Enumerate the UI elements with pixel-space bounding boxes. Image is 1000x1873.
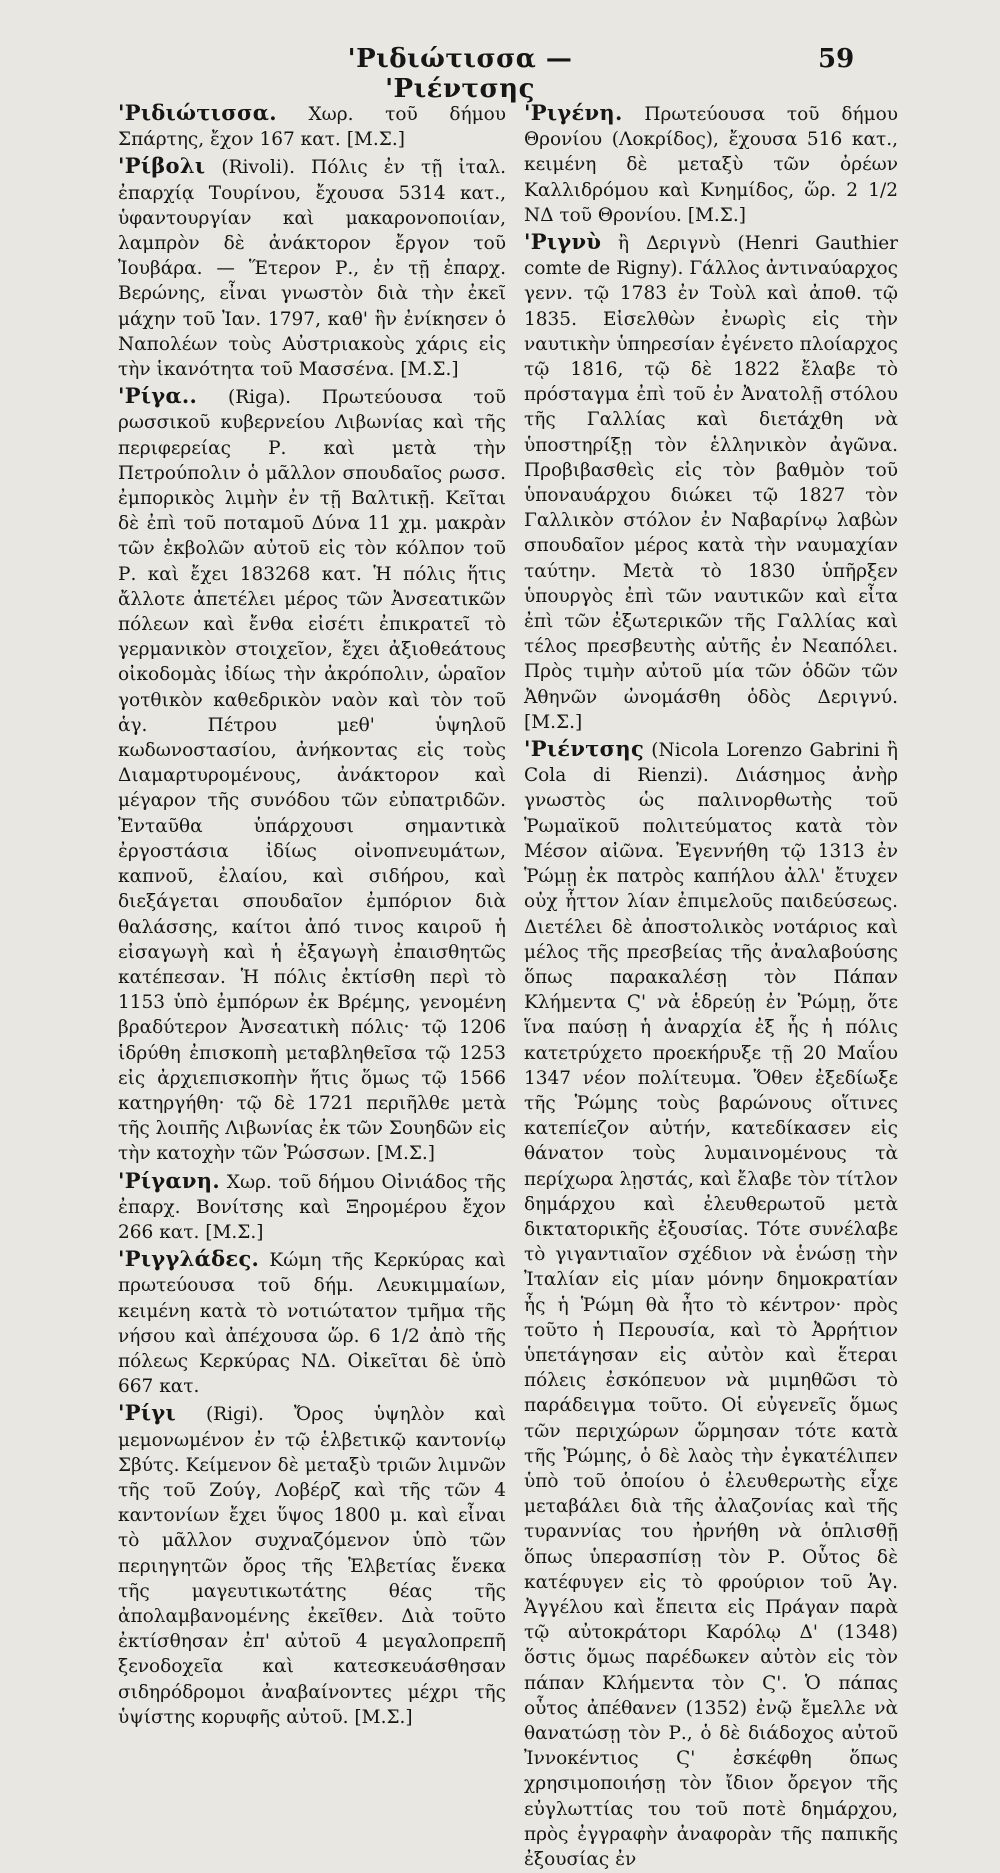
- left-column: [118, 100, 506, 1731]
- entry-rivoli: [118, 153, 506, 382]
- entry-text: Χωρ. τοῦ δήμου Οἰνιάδος τῆς ἐπαρχ. Βονίτσης καὶ Ξηρομέρου ἔχον 266 κατ. [Μ.Σ.]: [118, 1171, 506, 1243]
- entry-rigeni: [524, 100, 898, 228]
- entry-headword: 'Ρίγι: [118, 1400, 176, 1426]
- right-column: [524, 100, 898, 1873]
- entry-rienzi: [524, 736, 898, 1872]
- entry-text: (Rigi). Ὄρος ὑψηλὸν καὶ μεμονωμένον ἐν τῷ ἑλβετικῷ καντονίῳ Σβύτς. Κείμενον δὲ μεταξὺ τριῶν λιμνῶν τῆς τοῦ Ζούγ, Λοβέρζ καὶ τῆς τῶν 4 καντονίων ἔχει ὕψος 1800 μ. καὶ εἶναι τὸ μᾶλλον συχναζόμενον ὑπὸ τῶν περιηγητῶν ὄρος τῆς Ἑλβετίας ἕνεκα τῆς μαγευτικωτάτης θέας τῆς ἀπολαμβανομένης ἐκεῖθεν. Διὰ τοῦτο ἐκτίσθησαν ἐπ' αὐτοῦ 4 μεγαλοπρεπῆ ξενοδοχεῖα καὶ κατεσκευάσθησαν σιδηρόδρομοι ἀναβαίνοντες μέχρι τῆς ὑψίστης κορυφῆς αὐτοῦ. [Μ.Σ.]: [118, 1404, 506, 1728]
- entry-text: (Nicola Lorenzo Gabrini ἢ Cola di Rienzi). Διάσημος ἀνὴρ γνωστὸς ὡς παλινορθωτὴς τοῦ Ῥωμαϊκοῦ πολιτεύματος κατὰ τὸν Μέσον αἰῶνα. Ἐγεννήθη τῷ 1313 ἐν Ῥώμῃ ἐκ πατρὸς καπήλου ἀλλ' ἔτυχεν οὐχ ἧττον λίαν ἐπιμελοῦς παιδεύσεως. Διετέλει δὲ ἀποστολικὸς νοτάριος καὶ μέλος τῆς πρεσβείας τῆς ἀναλαβούσης ὅπως παρακαλέσῃ τὸν Πάπαν Κλήμεντα Ϛ' νὰ ἑδρεύῃ ἐν Ῥώμῃ, ὅτε ἵνα παύσῃ ἡ ἀναρχία ἐξ ἧς ἡ πόλις κατετρύχετο προεκήρυξε τῇ 20 Μαΐου 1347 νέον πολίτευμα. Ὅθεν ἐξεδίωξε τῆς Ῥώμης τοὺς βαρώνους οἵτινες κατεπίεζον αὐτήν, κατεδίκασεν εἰς θάνατον τοὺς λυμαινομένους τὰ περίχωρα λῃστάς, καὶ ἔλαβε τὸν τίτλον δημάρχου καὶ ἐλευθερωτοῦ μετὰ δικτατορικῆς ἐξουσίας. Τότε συνέλαβε τὸ γιγαντιαῖον σχέδιον νὰ ἑνώσῃ τὴν Ἰταλίαν εἰς μίαν μόνην δημοκρατίαν ἧς ἡ Ῥώμη θὰ ἦτο τὸ κέντρον· πρὸς τοῦτο ἡ Περουσία, καὶ τὸ Ἀρρήτιον ὑπετάγησαν εἰς αὐτὸν καὶ ἕτεραι πόλεις ἐσκόπευον νὰ μιμηθῶσι τὸ παράδειγμα τοῦτο. Οἱ εὐγενεῖς ὅμως τῶν περιχώρων ὥρμησαν τότε κατὰ τῆς Ῥώμης, ὁ δὲ λαὸς τὴν ἐγκατέλιπεν ὑπὸ τοῦ ὁποίου ὁ ἐλευθερωτὴς εἶχε μεταβάλει διὰ τῆς ἀλαζονίας καὶ τῆς τυραννίας του ἠρνήθη νὰ ὁπλισθῇ ὅπως ὑπερασπίσῃ τὸν Ρ. Οὗτος δὲ κατέφυγεν εἰς τὸ φρούριον τοῦ Ἁγ. Ἀγγέλου καὶ ἔπειτα εἰς Πράγαν παρὰ τῷ αὐτοκράτορι Καρόλῳ Δ' (1348) ὅστις ὅμως παρέδωκεν αὐτὸν εἰς τὸν πάπαν Κλήμεντα τὸν Ϛ'. Ὁ πάπας οὗτος ἀπέθανεν (1352) ἐνῷ ἔμελλε νὰ θανατώσῃ τὸν Ρ., ὁ δὲ διάδοχος αὐτοῦ Ἰννοκέντιος Ϛ' ἐσκέφθη ὅπως χρησιμοποιήσῃ τὸν ἴδιον ὄρεγον τῆς εὐγλωττίας του τοῦ ποτὲ δημάρχου, πρὸς ἐγγραφὴν ἀναφορὰν τῆς παπικῆς ἐξουσίας ἐν: [524, 740, 898, 1871]
- entry-rigani: [118, 1168, 506, 1246]
- running-title: 'Ριδιώτισσα — 'Ριέντσης: [347, 44, 573, 104]
- entry-headword: 'Ρίγανη.: [118, 1167, 220, 1193]
- entry-ringglades: [118, 1246, 506, 1399]
- page-number: 59: [818, 44, 855, 74]
- entry-text: ἢ Δεριγνὺ (Henri Gauthier comte de Rigny). Γάλλος ἀντιναύαρχος γενν. τῷ 1783 ἐν Τοὺλ καὶ ἀποθ. τῷ 1835. Εἰσελθὼν ἐνωρὶς εἰς τὴν ναυτικὴν ὑπηρεσίαν ἐγένετο πλοίαρχος τῷ 1816, τῷ δὲ 1822 ἔλαβε τὸ πρόσταγμα ἐπὶ τοῦ ἐν Ἀνατολῇ στόλου τῆς Γαλλίας καὶ διετάχθη νὰ ὑποστηρίξῃ τὸν ἑλληνικὸν ἀγῶνα. Προβιβασθεὶς εἰς τὸν βαθμὸν τοῦ ὑποναυάρχου διώκει τῷ 1827 τὸν Γαλλικὸν στόλον ἐν Ναβαρίνῳ λαβὼν σπουδαῖον μέρος κατὰ τὴν ναυμαχίαν ταύτην. Μετὰ τὸ 1830 ὑπῆρξεν ὑπουργὸς ἐπὶ τῶν ναυτικῶν καὶ εἶτα ἐπὶ τῶν ἐξωτερικῶν τῆς Γαλλίας καὶ τέλος πρεσβευτὴς αὐτῆς ἐν Νεαπόλει. Πρὸς τιμὴν αὐτοῦ μία τῶν ὁδῶν τῶν Ἀθηνῶν ὠνομάσθη ὁδὸς Δεριγνύ. [Μ.Σ.]: [524, 233, 898, 733]
- entry-rigny: [524, 229, 898, 735]
- entry-text: Πρωτεύουσα τοῦ δήμου Θρονίου (Λοκρίδος), ἔχουσα 516 κατ., κειμένη δὲ μεταξὺ τῶν ὀρέων Καλλιδρόμου καὶ Κνημίδος, ὥρ. 2 1/2 ΝΔ τοῦ Θρονίου. [Μ.Σ.]: [524, 104, 898, 226]
- entry-headword: 'Ρίγα..: [118, 383, 198, 409]
- entry-headword: 'Ριέντσης: [524, 736, 645, 762]
- entry-headword: 'Ρίβολι: [118, 153, 206, 179]
- entry-riga: [118, 383, 506, 1166]
- running-head: [0, 44, 1000, 104]
- entry-headword: 'Ριγνὺ: [524, 229, 602, 255]
- entry-text: (Rivoli). Πόλις ἐν τῇ ἰταλ. ἐπαρχίᾳ Τουρίνου, ἔχουσα 5314 κατ., ὑφαντουργίαν καὶ μακαρονοποιίαν, λαμπρὸν δὲ ἀνάκτορον ἔργον τοῦ Ἰουβάρα. — Ἕτερον Ρ., ἐν τῇ ἐπαρχ. Βερώνης, εἶναι γνωστὸν διὰ τὴν ἐκεῖ μάχην τοῦ Ἰαν. 1797, καθ' ἣν ἐνίκησεν ὁ Ναπολέων τοὺς Αὐστριακοὺς χάρις εἰς τὴν ἱκανότητα τοῦ Μασσένα. [Μ.Σ.]: [118, 157, 506, 381]
- entry-ridiotissa: [118, 100, 506, 152]
- entry-text: Κώμη τῆς Κερκύρας καὶ πρωτεύουσα τοῦ δήμ. Λευκιμμαίων, κειμένη κατὰ τὸ νοτιώτατον τμῆμα τῆς νήσου καὶ ἀπέχουσα ὥρ. 6 1/2 ἀπὸ τῆς πόλεως Κερκύρας ΝΔ. Οἰκεῖται δὲ ὑπὸ 667 κατ.: [118, 1250, 506, 1398]
- entry-headword: 'Ριγγλάδες.: [118, 1246, 260, 1272]
- entry-rigi: [118, 1400, 506, 1730]
- entry-text: Χωρ. τοῦ δήμου Σπάρτης, ἔχον 167 κατ. [Μ.Σ.]: [118, 104, 506, 151]
- entry-headword: 'Ριδιώτισσα.: [118, 100, 277, 125]
- entry-headword: 'Ριγένη.: [524, 100, 623, 125]
- entry-text: (Riga). Πρωτεύουσα τοῦ ρωσσικοῦ κυβερνείου Λιβωνίας καὶ τῆς περιφερείας Ρ. καὶ μετὰ τὴν Πετρούπολιν ὁ μᾶλλον σπουδαῖος ρωσσ. ἐμπορικὸς λιμὴν ἐν τῇ Βαλτικῇ. Κεῖται δὲ ἐπὶ τοῦ ποταμοῦ Δύνα 11 χμ. μακρὰν τῶν ἐκβολῶν αὐτοῦ εἰς τὸν κόλπον τοῦ Ρ. καὶ ἔχει 183268 κατ. Ἡ πόλις ἥτις ἄλλοτε ἀπετέλει μέρος τῶν Ἀνσεατικῶν πόλεων καὶ ἔνθα εἰσέτι ἐπικρατεῖ τὸ γερμανικὸν στοιχεῖον, ἔχει ἀξιοθεάτους οἰκοδομὰς ἰδίως τὴν ἀκρόπολιν, ὡραῖον γοτθικὸν καθεδρικὸν ναὸν καὶ τὸν τοῦ ἁγ. Πέτρου μεθ' ὑψηλοῦ κωδωνοστασίου, ἀνήκοντας εἰς τοὺς Διαμαρτυρομένους, ἀνάκτορον καὶ μέγαρον τῆς συνόδου τῶν εὐπατριδῶν. Ἐνταῦθα ὑπάρχουσι σημαντικὰ ἐργοστάσια ἰδίως οἰνοπνευμάτων, καπνοῦ, ἐλαίου, καὶ σιδήρου, καὶ διεξάγεται σπουδαῖον ἐμπόριον διὰ θαλάσσης, καίτοι ἀπό τινος καιροῦ ἡ εἰσαγωγὴ καὶ ἡ ἐξαγωγὴ ἐπαισθητῶς κατέπεσαν. Ἡ πόλις ἐκτίσθη περὶ τὸ 1153 ὑπὸ ἐμπόρων ἐκ Βρέμης, γενομένη βραδύτερον Ἀνσεατικὴ πόλις· τῷ 1206 ἱδρύθη ἐπισκοπὴ μεταβληθεῖσα τῷ 1253 εἰς ἀρχιεπισκοπὴν ἥτις ὅμως τῷ 1566 κατηργήθη· τῷ δὲ 1721 περιῆλθε μετὰ τῆς λοιπῆς Λιβωνίας ἐκ τῶν Σουηδῶν εἰς τὴν κατοχὴν τῶν Ῥώσσων. [Μ.Σ.]: [118, 387, 506, 1165]
